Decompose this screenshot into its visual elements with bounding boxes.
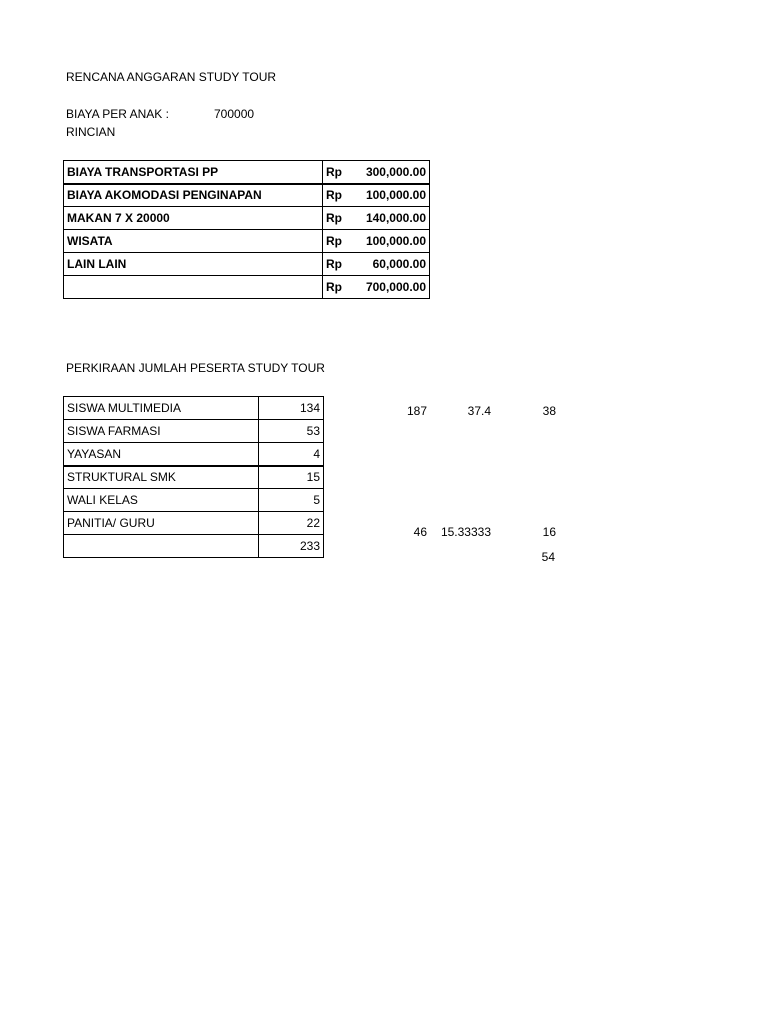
table-row — [64, 161, 430, 184]
cost-per-child-value: 700000 — [214, 107, 255, 121]
budget-item-amount — [323, 161, 430, 184]
budget-item-label: LAIN LAIN — [64, 253, 323, 276]
table-row — [64, 184, 430, 207]
participant-label: WALI KELAS — [64, 489, 259, 512]
side-ratio-6: 15.33333 — [440, 525, 491, 539]
cost-per-child-label: BIAYA PER ANAK : — [66, 107, 169, 121]
participant-count: 5 — [259, 489, 324, 512]
amount-value: 100,000.00 — [365, 234, 426, 248]
participant-count: 4 — [259, 443, 324, 466]
table-row — [64, 512, 324, 535]
page-title: RENCANA ANGGARAN STUDY TOUR — [66, 70, 277, 84]
table-row — [64, 466, 324, 489]
table-row — [64, 535, 324, 558]
participant-label: SISWA FARMASI — [64, 420, 259, 443]
participant-total-count: 233 — [259, 535, 324, 558]
budget-item-amount — [323, 253, 430, 276]
participant-label: STRUKTURAL SMK — [64, 466, 259, 489]
budget-item-label: BIAYA TRANSPORTASI PP — [64, 161, 323, 184]
table-row — [64, 443, 324, 466]
participant-count: 22 — [259, 512, 324, 535]
side-sum-1: 187 — [406, 404, 427, 418]
budget-item-amount — [323, 207, 430, 230]
side-ratio-1: 37.4 — [467, 404, 491, 418]
amount-value: 100,000.00 — [365, 188, 426, 203]
participant-label: PANITIA/ GURU — [64, 512, 259, 535]
currency-label: Rp — [326, 280, 342, 294]
participant-label: YAYASAN — [64, 443, 259, 466]
amount-value: 60,000.00 — [372, 257, 426, 271]
table-row — [64, 420, 324, 443]
budget-table — [63, 160, 430, 299]
participant-count: 134 — [259, 397, 324, 420]
currency-label: Rp — [326, 257, 342, 271]
budget-total-label — [64, 276, 323, 299]
budget-item-label: WISATA — [64, 230, 323, 253]
budget-item-label: BIAYA AKOMODASI PENGINAPAN — [64, 184, 323, 207]
table-row — [64, 489, 324, 512]
amount-value: 300,000.00 — [365, 164, 426, 179]
currency-label: Rp — [326, 164, 342, 179]
amount-value: 700,000.00 — [365, 280, 426, 294]
table-row — [64, 253, 430, 276]
participants-title: PERKIRAAN JUMLAH PESERTA STUDY TOUR — [66, 361, 325, 375]
participant-total-label — [64, 535, 259, 558]
budget-item-amount — [323, 184, 430, 207]
side-rounded-6: 16 — [542, 525, 556, 539]
participant-count: 15 — [259, 466, 324, 489]
budget-item-amount — [323, 230, 430, 253]
participant-label: SISWA MULTIMEDIA — [64, 397, 259, 420]
amount-value: 140,000.00 — [365, 211, 426, 225]
table-row — [64, 230, 430, 253]
table-row — [64, 276, 430, 299]
side-rounded-total: 54 — [541, 550, 555, 564]
currency-label: Rp — [326, 188, 342, 203]
side-rounded-1: 38 — [542, 404, 556, 418]
details-label: RINCIAN — [66, 125, 116, 139]
participant-count: 53 — [259, 420, 324, 443]
budget-item-label: MAKAN 7 X 20000 — [64, 207, 323, 230]
side-sum-6: 46 — [413, 525, 427, 539]
budget-total-amount — [323, 276, 430, 299]
currency-label: Rp — [326, 234, 342, 248]
currency-label: Rp — [326, 211, 342, 225]
table-row — [64, 397, 324, 420]
participants-table — [63, 396, 324, 558]
table-row — [64, 207, 430, 230]
